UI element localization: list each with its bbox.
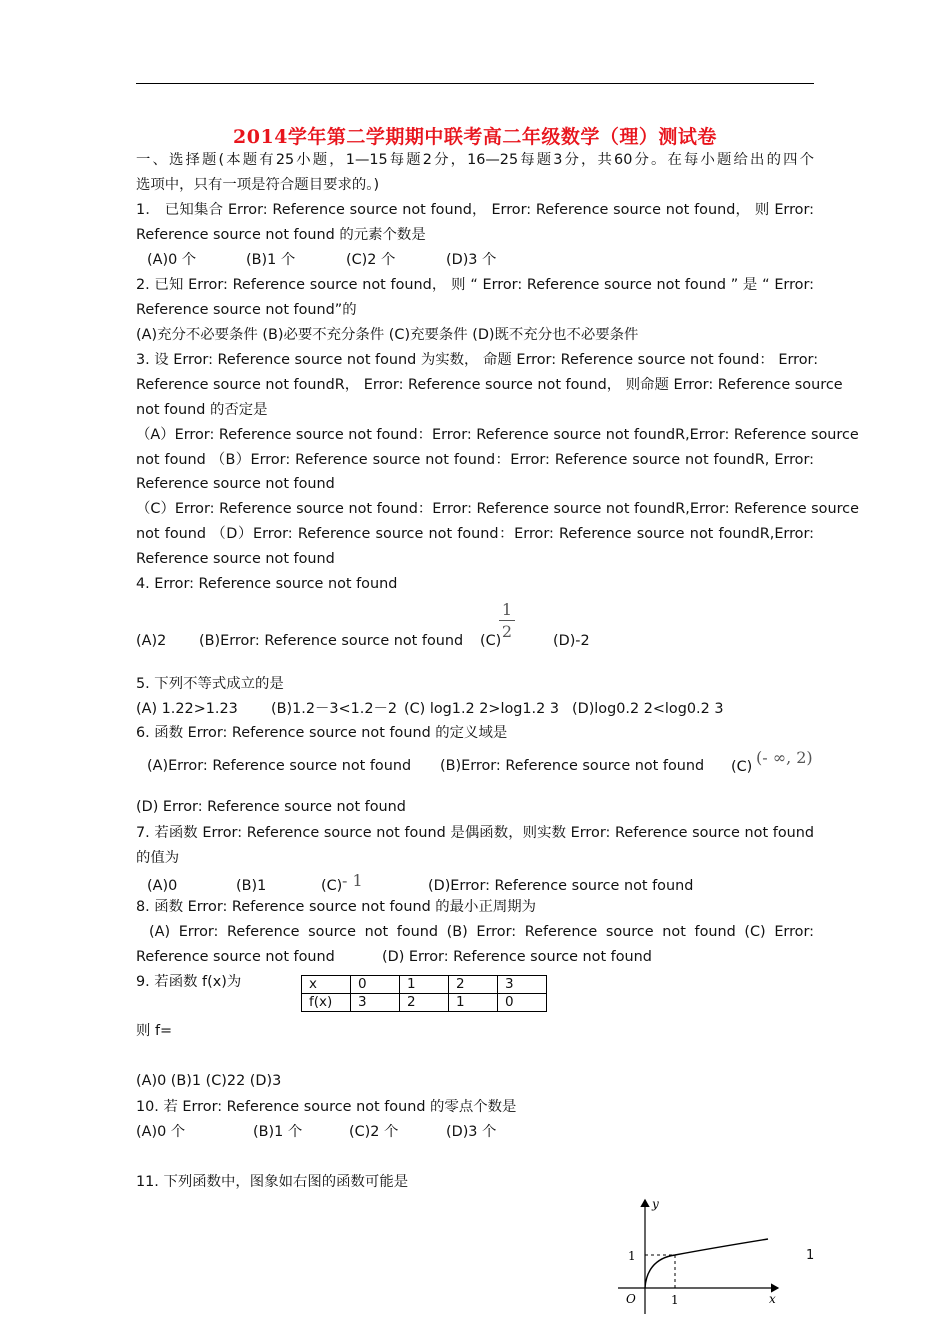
q2-line-2: Reference source not found”的: [136, 302, 357, 318]
q3-line-3: not found 的否定是: [136, 402, 268, 418]
table-cell: 0: [351, 976, 400, 994]
page-title: 2014学年第二学期期中联考高二年级数学（理）测试卷: [233, 126, 717, 148]
q7-line-2: 的值为: [136, 850, 180, 866]
q3-line-2: Reference source not foundR， Error: Reference source not found， 则命题 Error: Reference source: [136, 377, 843, 393]
q5-option-b: (B)1.2－3<1.2－2: [271, 701, 398, 717]
q4-fraction: [499, 600, 515, 641]
q5-stem: 5. 下列不等式成立的是: [136, 676, 284, 692]
q10-option-a: (A)0 个: [136, 1124, 186, 1140]
q3-line-8: not found （D）Error: Reference source not found：Error: Reference source not foundR,Error:: [136, 526, 814, 542]
q8-line-3-a: Reference source not found: [136, 949, 335, 965]
q7-line-1: 7. 若函数 Error: Reference source not found 是偶函数，则实数 Error: Reference source not found: [136, 825, 814, 841]
q7-option-b: (B)1: [236, 878, 267, 894]
x-axis-label: x: [769, 1292, 776, 1306]
function-curve: [645, 1239, 768, 1288]
page-number: 1: [806, 1248, 815, 1263]
y-axis-label: y: [652, 1197, 659, 1211]
table-row: [302, 994, 547, 1012]
q6-option-d: (D) Error: Reference source not found: [136, 799, 406, 815]
q8-stem: 8. 函数 Error: Reference source not found 的最小正周期为: [136, 899, 537, 915]
q3-line-1: 3. 设 Error: Reference source not found 为实数， 命题 Error: Reference source not found： Error:: [136, 352, 819, 368]
instructions-line-2: 选项中，只有一项是符合题目要求的。): [136, 177, 380, 193]
q9-function-table: [301, 975, 547, 1012]
table-cell: x: [302, 976, 351, 994]
table-cell: 1: [400, 976, 449, 994]
q1-option-b: (B)1 个: [246, 252, 296, 268]
q1-option-d: (D)3 个: [446, 252, 497, 268]
header-rule: [136, 83, 814, 84]
q4-option-a: (A)2: [136, 633, 167, 649]
table-cell: 3: [498, 976, 547, 994]
q5-option-a: (A) 1.22>1.23: [136, 701, 238, 717]
table-cell: 1: [449, 994, 498, 1012]
table-cell: f(x): [302, 994, 351, 1012]
q10-option-d: (D)3 个: [446, 1124, 497, 1140]
q6-option-a: (A)Error: Reference source not found: [147, 758, 412, 774]
table-cell: 3: [351, 994, 400, 1012]
q2-options: (A)充分不必要条件 (B)必要不充分条件 (C)充要条件 (D)既不充分也不必要条件: [136, 327, 639, 343]
q4-option-b: (B)Error: Reference source not found: [199, 633, 464, 649]
q9-stem: 9. 若函数 f(x)为: [136, 974, 242, 990]
q10-option-b: (B)1 个: [253, 1124, 303, 1140]
q6-stem: 6. 函数 Error: Reference source not found 的定义域是: [136, 725, 508, 741]
q6-option-b: (B)Error: Reference source not found: [440, 758, 705, 774]
q4-option-d: (D)-2: [553, 633, 590, 649]
q1-option-c: (C)2 个: [346, 252, 396, 268]
q7-option-c-math: - 1: [342, 871, 363, 890]
q3-line-6: Reference source not found: [136, 476, 335, 492]
table-cell: 0: [498, 994, 547, 1012]
q3-line-4: （A）Error: Reference source not found：Error: Reference source not foundR,Error: Reference source: [136, 427, 859, 443]
table-cell: 2: [400, 994, 449, 1012]
instructions-line-1: 一、选择题(本题有25小题，1—15每题2分，16—25每题3分，共60分。在每小题给出的四个: [136, 152, 814, 168]
q1-line-1: 1． 已知集合 Error: Reference source not found， Error: Reference source not found， 则 Error:: [136, 202, 814, 218]
q7-option-d: (D)Error: Reference source not found: [428, 878, 694, 894]
q9-then: 则 f=: [136, 1023, 173, 1039]
q7-option-c: (C): [321, 878, 343, 894]
q9-options: (A)0 (B)1 (C)22 (D)3: [136, 1073, 282, 1089]
q4-option-c: (C): [480, 633, 502, 649]
x-one-label: 1: [671, 1293, 679, 1307]
q3-line-7: （C）Error: Reference source not found：Error: Reference source not foundR,Error: Reference source: [136, 501, 859, 517]
q5-option-c: (C) log1.2 2>log1.2 3: [404, 701, 560, 717]
q10-option-c: (C)2 个: [349, 1124, 399, 1140]
q3-line-9: Reference source not found: [136, 551, 335, 567]
q11-stem: 11. 下列函数中，图象如右图的函数可能是: [136, 1174, 409, 1190]
q1-line-2: Reference source not found 的元素个数是: [136, 227, 426, 243]
q6-option-c: (C): [731, 759, 753, 775]
table-row: [302, 976, 547, 994]
q1-option-a: (A)0 个: [147, 252, 197, 268]
fraction-bar: [499, 620, 515, 621]
q10-stem: 10. 若 Error: Reference source not found 的零点个数是: [136, 1099, 517, 1115]
q2-line-1: 2. 已知 Error: Reference source not found， 则 “ Error: Reference source not found ” 是 “ Error:: [136, 277, 814, 293]
q4-stem: 4. Error: Reference source not found: [136, 576, 398, 592]
q11-function-graph: [612, 1192, 784, 1316]
q5-option-d: (D)log0.2 2<log0.2 3: [572, 701, 724, 717]
q8-line-2: (A) Error: Reference source not found (B) Error: Reference source not found (C) Error:: [149, 924, 814, 940]
q7-option-a: (A)0: [147, 878, 178, 894]
q4-fraction-denominator: 2: [501, 622, 513, 641]
origin-label: O: [626, 1292, 636, 1306]
y-one-label: 1: [628, 1249, 636, 1263]
table-cell: 2: [449, 976, 498, 994]
q6-option-c-math: (- ∞, 2): [756, 748, 813, 767]
q8-line-3-b: (D) Error: Reference source not found: [382, 949, 652, 965]
q4-fraction-numerator: 1: [501, 600, 513, 619]
q3-line-5: not found （B）Error: Reference source not found：Error: Reference source not foundR, Error:: [136, 452, 814, 468]
